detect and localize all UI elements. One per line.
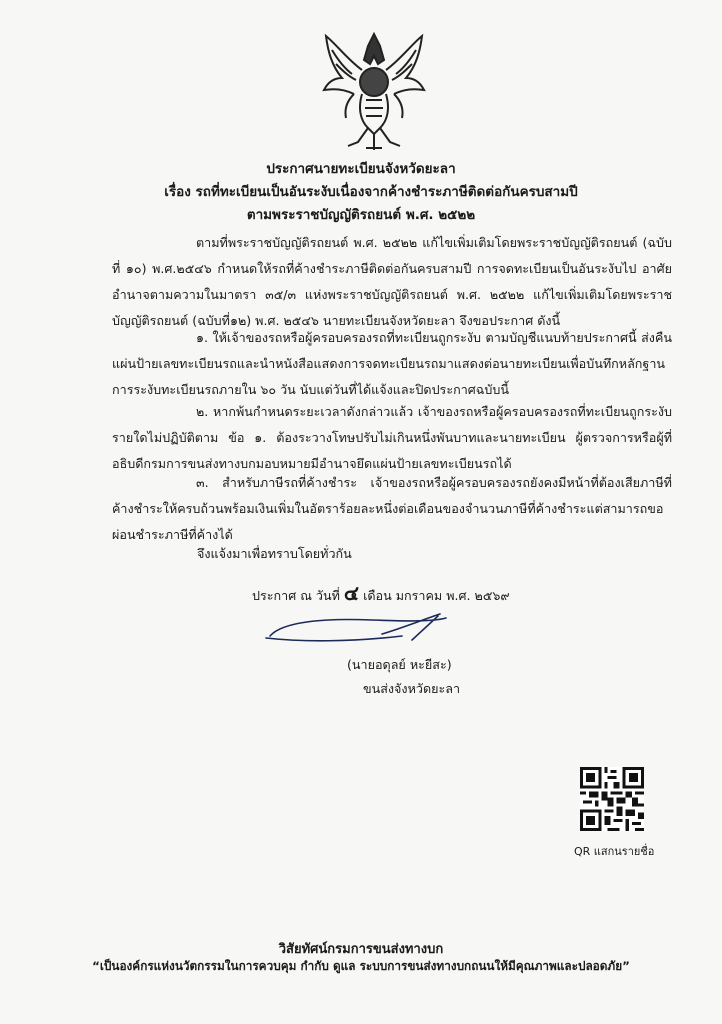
handwritten-signature [262,612,452,650]
item-2-paragraph [112,399,672,477]
announce-date [252,577,510,609]
item-1-text: ๑. ให้เจ้าของรถหรือผู้ครอบครองรถที่ทะเบียนถูกระงับ ตามบัญชีแนบท้ายประกาศนี้ ส่งคืนแผ่นป้ายเลขทะเบียนรถและนำหนังสือแสดงการจดทะเบียนรถมาแสดงต่อนายทะเบียนเพื่อบันทึกหลักฐานการระงับทะเบียนรถภายใน ๖๐ วัน นับแต่วันที่ได้แจ้งและปิดประกาศฉบับนี้ [112,330,672,397]
qr-code-icon[interactable] [580,767,644,831]
signatory-position: ขนส่งจังหวัดยะลา [363,681,461,696]
announcement-act: ตามพระราชบัญญัติรถยนต์ พ.ศ. ๒๕๒๒ [246,207,476,223]
item-3-text: ๓. สำหรับภาษีรถที่ค้างชำระ เจ้าของรถหรือผู้ครอบครองรถยังคงมีหน้าที่ต้องเสียภาษีที่ค้างชำระให้ครบถ้วนพร้อมเงินเพิ่มในอัตราร้อยละหนึ่งต่อเดือนของจำนวนภาษีที่ค้างชำระแต่สามารถขอผ่อนชำระภาษีที่ค้างได้ [112,475,672,542]
item-3-paragraph [112,470,672,548]
signatory-name: (นายอดุลย์ หะยีสะ) [347,657,452,672]
item-2-text: ๒. หากพ้นกำหนดระยะเวลาดังกล่าวแล้ว เจ้าของรถหรือผู้ครอบครองรถที่ทะเบียนถูกระงับรายใดไม่ปฏิบัติตาม ข้อ ๑. ต้องระวางโทษปรับไม่เกินหนึ่งพันบาทและนายทะเบียน ผู้ตรวจการหรือผู้ที่อธิบดีกรมการขนส่งทางบกมอบหมายมีอำนาจยึดแผ่นป้ายเลขทะเบียนรถได้ [112,404,672,471]
closing-line: จึงแจ้งมาเพื่อทราบโดยทั่วกัน [197,546,352,561]
announce-day: ๔ [343,581,360,605]
intro-paragraph [112,230,672,334]
vision-motto: “เป็นองค์กรแห่งนวัตกรรมในการควบคุม กำกับ ดูแล ระบบการขนส่งทางบกถนนให้มีคุณภาพและปลอดภัย” [92,959,630,973]
announcement-subject: เรื่อง รถที่ทะเบียนเป็นอันระงับเนื่องจากค้างชำระภาษีติดต่อกันครบสามปี [164,184,578,200]
vision-title: วิสัยทัศน์กรมการขนส่งทางบก [278,942,444,957]
intro-text: ตามที่พระราชบัญญัติรถยนต์ พ.ศ. ๒๕๒๒ แก้ไขเพิ่มเติมโดยพระราชบัญญัติรถยนต์ (ฉบับที่ ๑๐) พ.ศ.๒๕๔๖ กำหนดให้รถที่ค้างชำระภาษีติดต่อกันครบสามปี การจดทะเบียนเป็นอันระงับไป อาศัยอำนาจตามความในมาตรา ๓๕/๓ แห่งพระราชบัญญัติรถยนต์ พ.ศ. ๒๕๒๒ แก้ไขเพิ่มเติมโดยพระราชบัญญัติรถยนต์ (ฉบับที่๑๒) พ.ศ. ๒๕๔๖ นายทะเบียนจังหวัดยะลา จึงขอประกาศ ดังนี้ [112,235,672,328]
announcement-title: ประกาศนายทะเบียนจังหวัดยะลา [266,161,456,177]
item-1-paragraph [112,325,672,403]
qr-label: QR แสกนรายชื่อ [574,845,655,858]
announce-date-suffix: เดือน มกราคม พ.ศ. ๒๕๖๙ [363,588,510,603]
announce-date-prefix: ประกาศ ณ วันที่ [252,588,340,603]
garuda-emblem-icon [318,30,430,154]
